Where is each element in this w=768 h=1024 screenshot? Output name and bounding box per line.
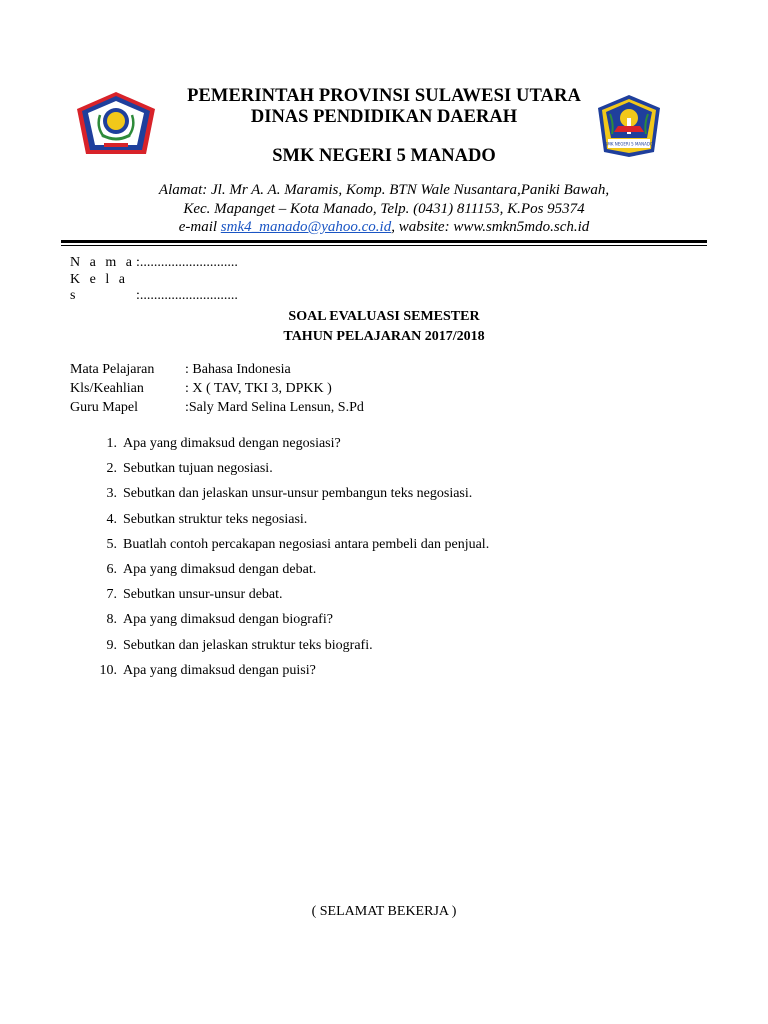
question-number: 9.	[106, 637, 117, 653]
question-item	[70, 485, 489, 510]
question-text: Apa yang dimaksud dengan biografi?	[123, 612, 333, 628]
letterhead-divider-thin	[61, 245, 707, 246]
question-number: 7.	[106, 587, 117, 603]
closing-text: ( SELAMAT BEKERJA )	[311, 904, 457, 919]
letterhead-divider-thick	[61, 240, 707, 243]
question-text: Sebutkan tujuan negosiasi.	[123, 461, 273, 477]
question-text: Buatlah contoh percakapan negosiasi antara pembeli dan penjual.	[123, 536, 490, 552]
question-number: 10.	[99, 662, 117, 678]
question-number: 1.	[106, 436, 117, 451]
class-major-label: Kls/Keahlian	[70, 381, 144, 396]
class-major-value: : X ( TAV, TKI 3, DPKK )	[185, 381, 332, 396]
class-blank: :............................	[136, 288, 238, 303]
question-text: Sebutkan unsur-unsur debat.	[123, 587, 283, 603]
question-number: 8.	[106, 612, 117, 628]
name-blank: :............................	[136, 255, 238, 270]
question-text: Apa yang dimaksud dengan negosiasi?	[123, 436, 341, 451]
question-list	[70, 435, 489, 687]
question-number: 4.	[106, 511, 117, 527]
question-number: 2.	[106, 461, 117, 477]
class-label: K e l a s	[70, 272, 128, 303]
question-text: Apa yang dimaksud dengan puisi?	[123, 662, 316, 678]
teacher-label: Guru Mapel	[70, 400, 139, 415]
question-item	[70, 536, 489, 561]
question-number: 6.	[106, 561, 117, 577]
name-field	[70, 255, 238, 271]
email-prefix: e-mail	[178, 219, 221, 235]
question-text: Apa yang dimaksud dengan debat.	[123, 561, 317, 577]
question-item	[70, 511, 489, 536]
subject-value: : Bahasa Indonesia	[185, 362, 291, 377]
teacher-value: :Saly Mard Selina Lensun, S.Pd	[185, 400, 364, 415]
school-name: SMK NEGERI 5 MANADO	[272, 146, 496, 166]
email-link[interactable]: smk4_manado@yahoo.co.id	[220, 219, 392, 235]
website-text: , wabsite: www.smkn5mdo.sch.id	[391, 219, 590, 235]
address-line-1: Alamat: Jl. Mr A. A. Maramis, Komp. BTN Wale Nusantara,Paniki Bawah,	[158, 182, 610, 198]
class-major-row	[70, 381, 332, 397]
exam-title: SOAL EVALUASI SEMESTER	[288, 309, 480, 324]
question-number: 3.	[106, 486, 117, 502]
emblem-caption: SMK NEGERI 5 MANADO	[604, 141, 654, 147]
question-item	[70, 611, 489, 636]
question-item	[70, 637, 489, 662]
question-number: 5.	[106, 536, 117, 552]
question-item	[70, 586, 489, 611]
letterhead-government-title: PEMERINTAH PROVINSI SULAWESI UTARA	[187, 86, 581, 106]
question-text: Sebutkan dan jelaskan struktur teks biografi.	[123, 637, 373, 653]
contact-line	[0, 219, 768, 236]
teacher-row	[70, 400, 364, 416]
letterhead-department-title: DINAS PENDIDIKAN DAERAH	[250, 107, 518, 127]
question-text: Sebutkan dan jelaskan unsur-unsur pembangun teks negosiasi.	[123, 486, 473, 502]
question-item	[70, 561, 489, 586]
subject-row	[70, 362, 291, 378]
question-text: Sebutkan struktur teks negosiasi.	[123, 511, 308, 527]
address-line-2: Kec. Mapanget – Kota Manado, Telp. (0431) 811153, K.Pos 95374	[183, 201, 585, 217]
question-item	[70, 435, 489, 460]
question-item	[70, 662, 489, 687]
question-item	[70, 460, 489, 485]
class-field	[70, 272, 238, 304]
name-label: N a m a	[70, 255, 135, 270]
exam-year: TAHUN PELAJARAN 2017/2018	[283, 329, 485, 344]
subject-label: Mata Pelajaran	[70, 362, 155, 377]
